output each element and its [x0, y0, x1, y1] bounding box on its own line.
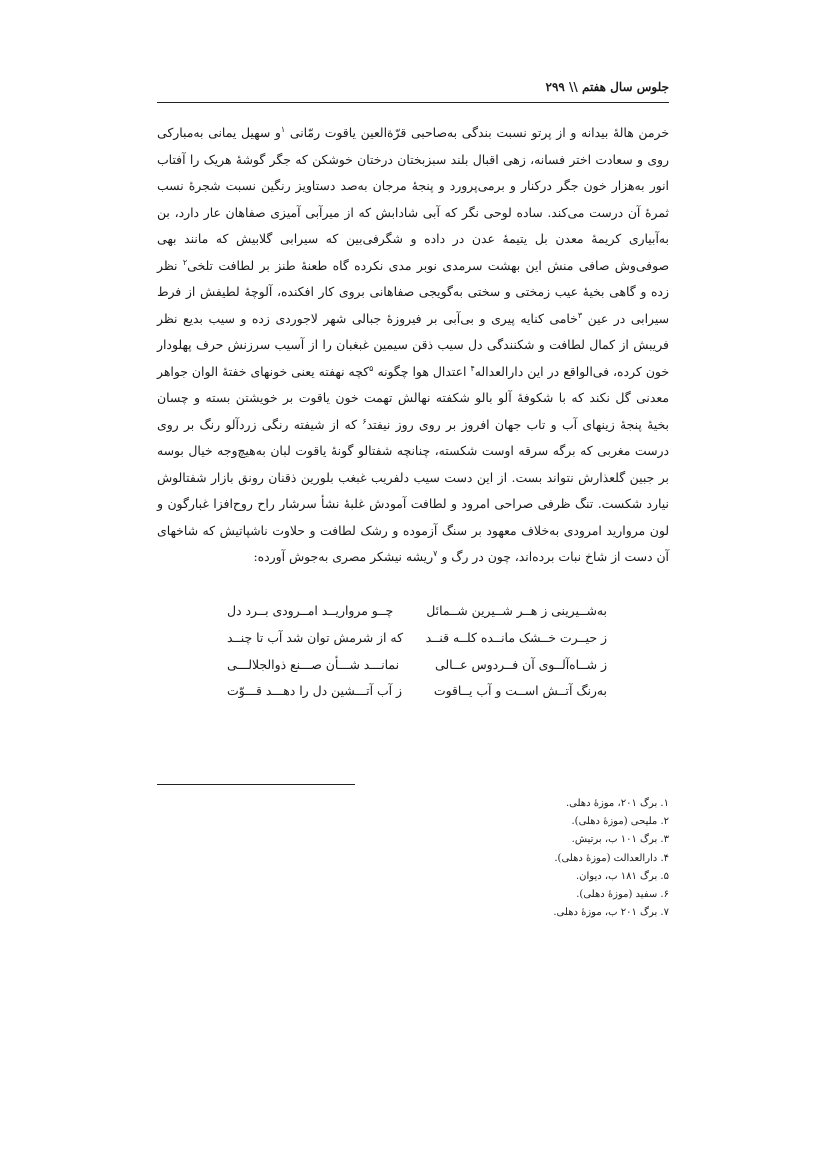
poem-block [227, 598, 607, 705]
footnote-marker: ۳ [577, 310, 583, 320]
hemistich-second: نمانـــد شـــأن صـــنع ذوالجلالـــی [227, 656, 400, 672]
hemistich-first: ز حیــرت خــشک مانــده کلــه قنــد [425, 629, 607, 645]
text-run: که از شیفته رنگی زردآلو رنگ بر روی درست مغربی که برگه سرقه اوست شکسته، چنانچه شفتالو گونهٔ یاقوت لبان به‌هیچ‌وجه خیال بوسه بر جبین گلعذارش نتواند بست. از این دست سیب دلفریب غبغب بلورین ذقنان رونق بازار شفتالوش نیارد شکست. تنگ ظرفی صراحی امرود و لطافت آمودش غلبهٔ نشأ سرشار راح روح‌افزا غبارگون و لون مروارید امرودی به‌خلاف معهود بر سنگ آزموده و رشک لطافت و حلاوت ناشپاتیش که شاخهای آن دست از شاخ نبات برده‌اند، چون در رگ و [157, 416, 669, 564]
hemistich-second: ز آب آتـــشین دل را دهـــد قـــوّت [227, 683, 402, 699]
footnote-marker: ۴ [470, 363, 475, 373]
footnote-item: ۷. برگ ۲۰۱ ب، موزهٔ دهلی. [553, 907, 669, 919]
footnote-marker: ۲ [182, 257, 188, 267]
text-run: خرمن هالهٔ بیدانه و از پرتو نسبت بندگی به‌صاحبی قرّةالعین یاقوت رمّانی [285, 125, 669, 140]
footnotes-list [157, 795, 669, 922]
main-text [157, 120, 669, 571]
body-paragraph [157, 120, 669, 571]
poem-verse [227, 678, 607, 705]
text-run: نظر زده و گاهی بخیهٔ عیب زمختی و سختی به‌گویجی صفاهانی بروی کار افکنده، آلوچهٔ لطیفش از فرط سیرابی در عین [157, 257, 670, 326]
hemistich-second: که از شرمش توان شد آب تا چنــد [227, 629, 403, 645]
footnote-marker: ۵ [369, 363, 374, 373]
text-run: ریشه نیشکر مصری به‌جوش آورده: [253, 549, 434, 564]
text-run: و سهیل یمانی به‌مبارکی روی و سعادت اختر فسانه، زهی اقبال بلند سبزبختان درختان خوشکن که جگر گوشهٔ هریک را آفتاب انور به‌هزار خون جگر درکنار و برمی‌پرورد و پنجهٔ مرجان به‌صد دستاویز رنگین نسبت شجرهٔ نسب ثمرهٔ آن درست می‌کند. ساده لوحی نگر که آبی شادابش که از میرآبی آمیزی صفاهان عار دارد، بن به‌آبیاری کریمهٔ معدن بل یتیمهٔ عدن در داده و شگرفی‌بین که سیرابی گلابیش که مانند بهی صوفی‌وش صافی منش این بهشت سرمدی نوبر مدی نکرده گاه طعنهٔ طنز بر لطافت تلخی [157, 125, 669, 273]
footnote-item: ۵. برگ ۱۸۱ ب، دیوان. [576, 870, 669, 882]
footnote-marker: ۷ [433, 548, 438, 558]
text-run: کچه نهفته یعنی خونهای خفتهٔ الوان جواهر معدنی گل نکند که با شکوفهٔ آلو بالو شکفته نهالش تهمت خون یاقوت بر خویشتن بسته و چسان بخیهٔ پنجهٔ زینهای آب و تاب جهان افروز بر روی روز نیفتد [157, 363, 669, 432]
footnote-item: ۲. ملیحی (موزهٔ دهلی). [571, 816, 669, 828]
footnote-marker: ۶ [362, 416, 367, 426]
hemistich-second: چــو مرواریــد امــرودی بــرد دل [227, 603, 394, 618]
hemistich-first: به‌شــیرینی ز هــر شــیرین شــمائل [426, 603, 607, 618]
poem-verse [227, 625, 607, 652]
footnote-item: ۱. برگ ۲۰۱، موزهٔ دهلی. [565, 798, 669, 809]
document-page [157, 0, 669, 1169]
hemistich-first: ز شــاه‌آلــوی آن فــردوس عــالی [435, 656, 607, 672]
running-header: جلوس سال هفتم \\ ۲۹۹ [157, 76, 669, 103]
footnote-item: ۴. دارالعدالت (موزهٔ دهلی). [554, 852, 669, 864]
footnote-item: ۶. سفید (موزهٔ دهلی). [576, 889, 669, 901]
poem-verse [227, 652, 607, 679]
hemistich-first: به‌رنگ آتــش اســت و آب یــاقوت [433, 683, 607, 699]
text-run: خامی کنایه پیری و بی‌آبی بر فیروزهٔ جبالی شهر لاجوردی زده و سیب بدیع نظر فریبش از کمال لطافت و شکنندگی دل سیب ذقن سیمین غبغبان را از آسیب سرزنش حرف پهلودار خون کرده، فی‌الواقع در این دارالعداله [157, 310, 669, 379]
text-run: اعتدال هوا چگونه [373, 363, 471, 379]
footnote-divider [157, 784, 355, 785]
footnote-item: ۳. برگ ۱۰۱ ب، برتیش. [571, 834, 669, 846]
footnote-marker: ۱ [280, 124, 286, 134]
poem-verse [227, 598, 607, 625]
